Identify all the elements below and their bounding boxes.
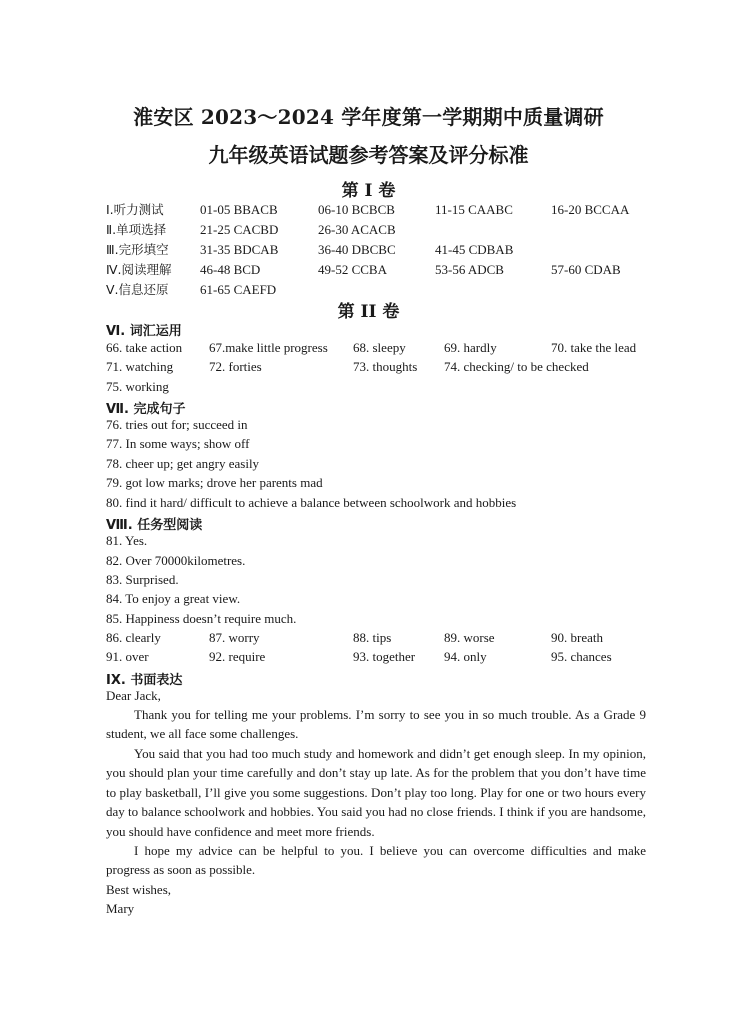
- answer-item: 93. together: [353, 649, 416, 664]
- section9-heading: IX. 书面表达: [106, 673, 183, 688]
- answer-item: 83. Surprised.: [106, 572, 179, 587]
- answer-item: 90. breath: [551, 630, 603, 645]
- answer-item: 74. checking/ to be checked: [444, 359, 589, 374]
- answer-item: 94. only: [444, 649, 487, 664]
- answer-group: 01-05 BBACB: [200, 202, 278, 217]
- answer-item: 84. To enjoy a great view.: [106, 591, 241, 606]
- letter-paragraph: Thank you for telling me your problems. I’m sorry to see you in so much trouble. As a Grade 9 student, we all face some challenges.: [106, 707, 646, 742]
- answer-item: 69. hardly: [444, 340, 497, 355]
- answer-group: 16-20 BCCAA: [551, 202, 630, 217]
- answer-item: 80. find it hard/ difficult to achieve a balance between schoolwork and hobbies: [106, 495, 517, 510]
- answer-item: 81. Yes.: [106, 533, 148, 548]
- section-label: Ⅰ.听力测试: [106, 202, 164, 217]
- document-subtitle: 九年级英语试题参考答案及评分标准: [208, 143, 529, 167]
- answer-item: 79. got low marks; drove her parents mad: [106, 475, 323, 490]
- answer-item: 87. worry: [209, 630, 260, 645]
- answer-group: 46-48 BCD: [200, 262, 261, 277]
- section-label: Ⅴ.信息还原: [106, 282, 169, 297]
- document-title: 淮安区 2023～2024 学年度第一学期期中质量调研: [133, 105, 604, 129]
- part2-heading: 第 II 卷: [337, 302, 400, 322]
- answer-item: 72. forties: [209, 359, 262, 374]
- answer-group: 57-60 CDAB: [551, 262, 621, 277]
- answer-item: 95. chances: [551, 649, 612, 664]
- answer-item: 77. In some ways; show off: [106, 436, 250, 451]
- letter-greeting: Dear Jack,: [106, 688, 161, 703]
- answer-group: 53-56 ADCB: [435, 262, 504, 277]
- answer-item: 86. clearly: [106, 630, 161, 645]
- answer-item: 82. Over 70000kilometres.: [106, 553, 246, 568]
- part1-heading: 第 I 卷: [341, 181, 396, 201]
- answer-group: 31-35 BDCAB: [200, 242, 279, 257]
- answer-item: 88. tips: [353, 630, 392, 645]
- section8-heading: Ⅷ. 任务型阅读: [106, 518, 203, 533]
- answer-item: 76. tries out for; succeed in: [106, 417, 248, 432]
- letter-closing: Best wishes,: [106, 882, 171, 897]
- answer-group: 06-10 BCBCB: [318, 202, 395, 217]
- letter-paragraph: You said that you had too much study and homework and didn’t get enough sleep. In my opinion, you should plan your time carefully and don’t stay up late. As for the problem that you don’t have time to play basketball, I’ll give you some suggestions. Don’t play too long. Play for one or two hours every day to balance schoolwork and hobbies. You said you had no close friends. I think if you are handsome, you should have confidence and meet more friends.: [106, 746, 646, 839]
- answer-group: 61-65 CAEFD: [200, 282, 277, 297]
- letter-signature: Mary: [106, 901, 135, 916]
- section-label: Ⅱ.单项选择: [106, 222, 167, 237]
- answer-item: 92. require: [209, 649, 266, 664]
- section-label: Ⅳ.阅读理解: [106, 262, 172, 277]
- answer-item: 67.make little progress: [209, 340, 328, 355]
- answer-item: 70. take the lead: [551, 340, 637, 355]
- answer-group: 21-25 CACBD: [200, 222, 279, 237]
- section-label: Ⅲ.完形填空: [106, 242, 169, 257]
- letter-paragraph: I hope my advice can be helpful to you. I believe you can overcome difficulties and make progress as soon as possible.: [106, 843, 646, 878]
- answer-item: 78. cheer up; get angry easily: [106, 456, 260, 471]
- answer-item: 68. sleepy: [353, 340, 406, 355]
- answer-group: 11-15 CAABC: [435, 202, 513, 217]
- answer-group: 41-45 CDBAB: [435, 242, 514, 257]
- answer-item: 73. thoughts: [353, 359, 418, 374]
- answer-item: 66. take action: [106, 340, 183, 355]
- answer-item: 75. working: [106, 379, 169, 394]
- section6-heading: Ⅵ. 词汇运用: [106, 324, 182, 339]
- answer-item: 71. watching: [106, 359, 174, 374]
- answer-group: 49-52 CCBA: [318, 262, 387, 277]
- answer-group: 36-40 DBCBC: [318, 242, 396, 257]
- answer-item: 89. worse: [444, 630, 495, 645]
- answer-item: 85. Happiness doesn’t require much.: [106, 611, 297, 626]
- section7-heading: Ⅶ. 完成句子: [106, 402, 186, 417]
- answer-group: 26-30 ACACB: [318, 222, 396, 237]
- answer-item: 91. over: [106, 649, 149, 664]
